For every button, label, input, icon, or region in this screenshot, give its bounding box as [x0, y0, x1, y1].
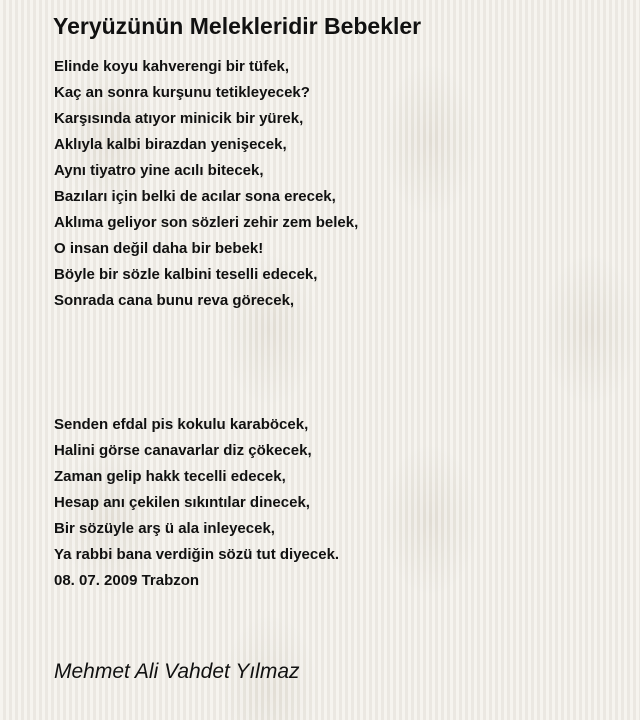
poem-author: Mehmet Ali Vahdet Yılmaz: [54, 660, 300, 683]
poem-line: Sonrada cana bunu reva görecek,: [54, 292, 295, 309]
poem-line: O insan değil daha bir bebek!: [54, 240, 264, 257]
stanza-2: [54, 412, 339, 594]
poem-line: Karşısında atıyor minicik bir yürek,: [54, 110, 304, 127]
poem-line: Kaç an sonra kurşunu tetikleyecek?: [54, 84, 310, 101]
poem-line: Bir sözüyle arş ü ala inleyecek,: [54, 520, 275, 537]
poem-line: Senden efdal pis kokulu karaböcek,: [54, 416, 309, 433]
stanza-1: [54, 54, 358, 314]
poem-line: Aynı tiyatro yine acılı bitecek,: [54, 162, 264, 179]
poem-title: Yeryüzünün Melekleridir Bebekler: [53, 13, 422, 39]
poem-line: Hesap anı çekilen sıkıntılar dinecek,: [54, 494, 310, 511]
poem-line: Aklıyla kalbi birazdan yenişecek,: [54, 136, 287, 153]
poem-line: Aklıma geliyor son sözleri zehir zem belek,: [54, 214, 359, 231]
poem-line: Halini görse canavarlar diz çökecek,: [54, 442, 312, 459]
poem-line: Böyle bir sözle kalbini teselli edecek,: [54, 266, 318, 283]
poem-date-place: 08. 07. 2009 Trabzon: [54, 572, 200, 589]
poem-line: Elinde koyu kahverengi bir tüfek,: [54, 58, 290, 75]
poem-line: Zaman gelip hakk tecelli edecek,: [54, 468, 286, 485]
poem-line: Bazıları için belki de acılar sona erecek,: [54, 188, 336, 205]
poem-line: Ya rabbi bana verdiğin sözü tut diyecek.: [54, 546, 340, 563]
